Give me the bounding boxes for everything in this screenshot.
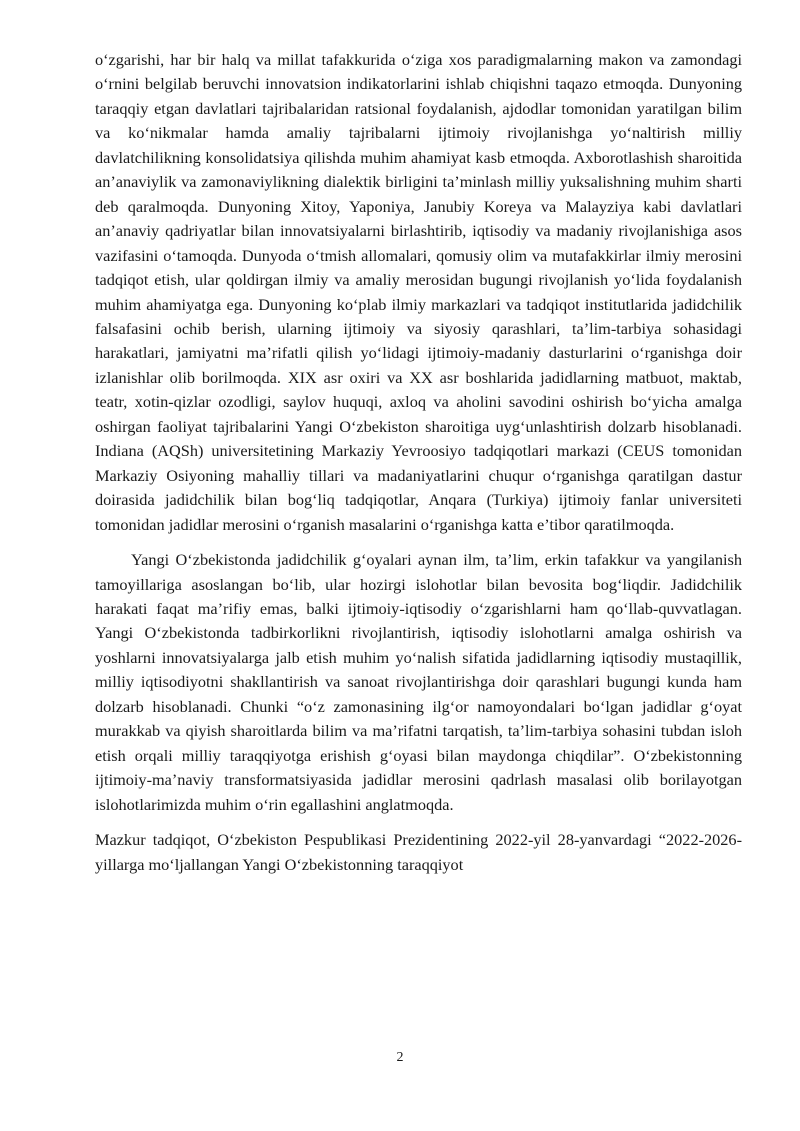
- page-number: 2: [396, 1050, 404, 1065]
- paragraph-1: o‘zgarishi, har bir halq va millat tafakkurida o‘ziga xos paradigmalarning makon va zamondagi o‘rnini belgilab beruvchi innovatsion indikatorlarini ishlab chiqishni taqazo etmoqda. Dunyoning taraqqiy etgan davlatlari tajribalaridan ratsional foydalanish, ajdodlar tomonidan yaratilgan bilim va ko‘nikmalar hamda amaliy tajribalarni ijtimoiy rivojlanishga yo‘naltirish milliy davlatchilikning konsolidatsiya qilishda muhim ahamiyat kasb etmoqda. Axborotlashish sharoitida an’anaviylik va zamonaviylikning dialektik birligini ta’minlash milliy yuksalishning muhim sharti deb qaralmoqda. Dunyoning Xitoy, Yaponiya, Janubiy Koreya va Malayziya kabi davlatlari an’anaviy qadriyatlar bilan innovatsiyalarni birlashtirib, iqtisodiy va madaniy rivojlanishiga asos vazifasini o‘tamoqda. Dunyoda o‘tmish allomalari, qomusiy olim va mutafakkirlar ilmiy merosini tadqiqot etish, ular qoldirgan ilmiy va amaliy merosidan bugungi rivojlanish yo‘lida foydalanish muhim ahamiyatga ega. Dunyoning ko‘plab ilmiy markazlari va tadqiqot institutlarida jadidchilik falsafasini ochib berish, ularning ijtimoiy va siyosiy qarashlari, ta’lim-tarbiya sohasidagi harakatlari, jamiyatni ma’rifatli qilish yo‘lidagi ijtimoiy-madaniy dasturlarini o‘rganishga doir izlanishlar olib borilmoqda. XIX asr oxiri va XX asr boshlarida jadidlarning matbuot, maktab, teatr, xotin-qizlar ozodligi, saylov huquqi, axloq va aholini savodini oshirish bo‘yicha amalga oshirgan faoliyat tajribalarini Yangi O‘zbekiston sharoitiga uyg‘unlashtirish dolzarb hisoblanadi. Indiana (AQSh) universitetining Markaziy Yevroosiyo tadqiqotlari markazi (CEUS tomonidan Markaziy Osiyoning mahalliy tillari va madaniyatlarini chuqur o‘rganishga qaratilgan dastur doirasida jadidchilik bilan bog‘liq tadqiqotlar, Anqara (Turkiya) ijtimoiy fanlar universiteti tomonidan jadidlar merosini o‘rganish masalarini o‘rganishga katta e’tibor qaratilmoqda.: [95, 50, 742, 534]
- document-body: [95, 48, 742, 877]
- paragraph-2: Yangi O‘zbekistonda jadidchilik g‘oyalari aynan ilm, ta’lim, erkin tafakkur va yangilanish tamoyillariga asoslangan bo‘lib, ular hozirgi islohotlar bilan bevosita bog‘liqdir. Jadidchilik harakati faqat ma’rifiy emas, balki ijtimoiy-iqtisodiy o‘zgarishlarni ham qo‘llab-quvvatlagan. Yangi O‘zbekistonda tadbirkorlikni rivojlantirish, iqtisodiy islohotlarni amalga oshirish va yoshlarni innovatsiyalarga jalb etish muhim yo‘nalish sifatida jadidlarning iqtisodiy mustaqillik, milliy iqtisodiyotni shakllantirish va sanoat rivojlantirishga doir qarashlari bugungi kunda ham dolzarb hisoblanadi. Chunki “o‘z zamonasining ilg‘or namoyondalari bo‘lgan jadidlar g‘oyat murakkab va qiyish sharoitlarda bilim va ma’rifatni tarqatish, ta’lim-tarbiya sohasini tubdan isloh etish orqali milliy taraqqiyotga erishish g‘oyasi bilan maydonga chiqdilar”. O‘zbekistonning ijtimoiy-ma’naviy transformatsiyasida jadidlar merosini qadrlash masalasi olib borilayotgan islohotlarimizda muhim o‘rin egallashini anglatmoqda.: [95, 550, 742, 814]
- paragraph-3: Mazkur tadqiqot, O‘zbekiston Pespublikasi Prezidentining 2022-yil 28-yanvardagi “2022-2026-yillarga mo‘ljallangan Yangi O‘zbekistonning taraqqiyot: [95, 830, 742, 874]
